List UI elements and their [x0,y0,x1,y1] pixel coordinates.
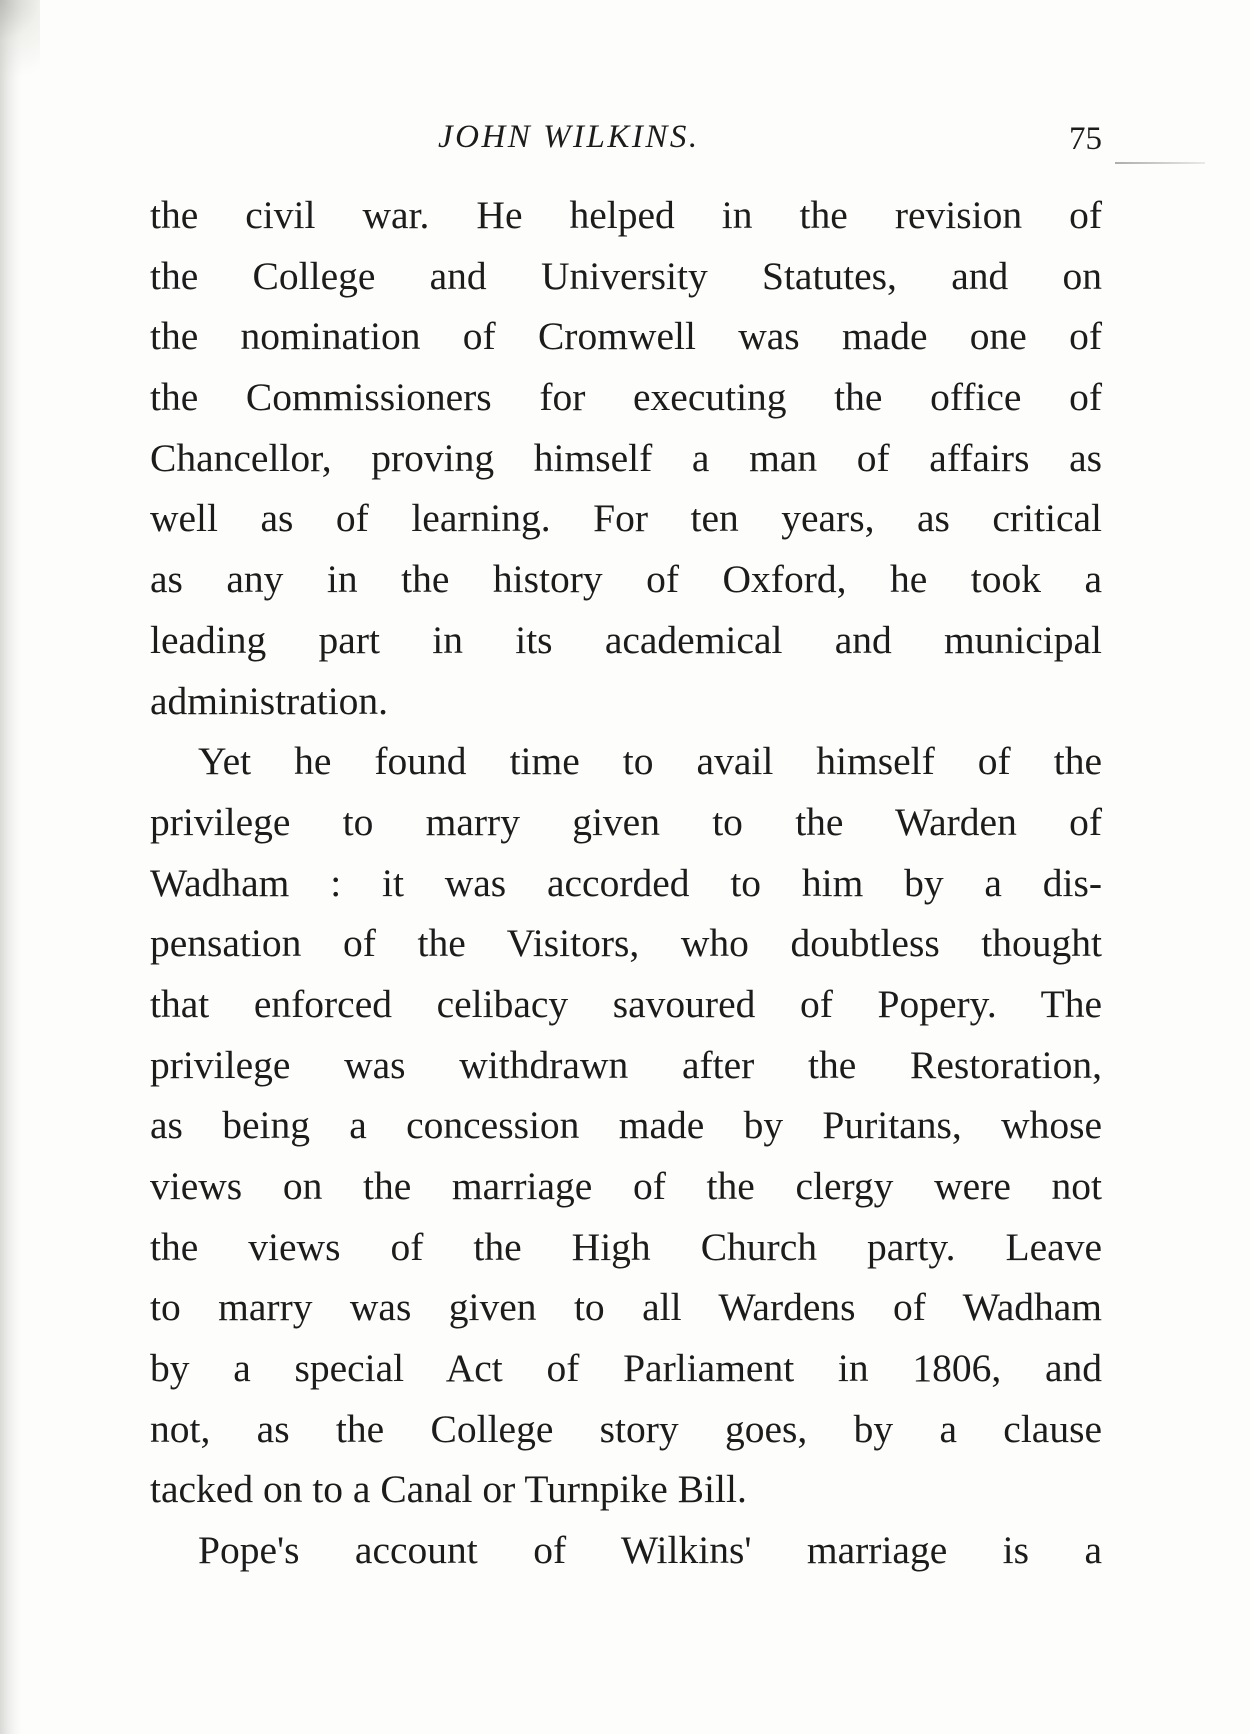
text-line: the College and University Statutes, and on [150,253,1102,298]
text-line: pensation of the Visitors, who doubtless thought [150,921,1102,966]
running-head: JOHN WILKINS. [438,119,700,155]
text-line: to marry was given to all Wardens of Wadham [150,1285,1102,1330]
page-header [150,112,1102,162]
text-line: the civil war. He helped in the revision of [150,193,1102,237]
text-line: Pope's account of Wilkins' marriage is a [198,1528,1102,1573]
text-line: privilege to marry given to the Warden of [150,799,1102,844]
text-line: tacked on to a Canal or Turnpike Bill. [150,1467,747,1512]
paragraph-3 [150,1520,1102,1581]
text-line: that enforced celibacy savoured of Popery. The [150,981,1102,1026]
text-line: the views of the High Church party. Leave [150,1224,1102,1269]
text-line: leading part in its academical and municipal [150,617,1102,662]
page-corner-speckle [0,0,40,90]
body-text [150,185,1102,1581]
text-line: Yet he found time to avail himself of the [198,739,1102,784]
text-line: the Commissioners for executing the office of [150,375,1102,420]
text-line: as any in the history of Oxford, he took a [150,557,1102,602]
text-line: administration. [150,678,389,723]
text-line: by a special Act of Parliament in 1806, and [150,1346,1102,1391]
paragraph-1 [150,185,1102,731]
text-line: views on the marriage of the clergy were not [150,1164,1102,1208]
text-line: privilege was withdrawn after the Restoration, [150,1042,1102,1087]
gutter-shadow [0,0,22,1734]
text-line: as being a concession made by Puritans, whose [150,1103,1102,1148]
text-line: not, as the College story goes, by a clause [150,1406,1102,1451]
text-line: Chancellor, proving himself a man of affairs as [150,435,1102,480]
page-number: 75 [1069,121,1102,157]
text-line: the nomination of Cromwell was made one of [150,314,1102,359]
paragraph-2 [150,731,1102,1520]
text-line: Wadham : it was accorded to him by a dis- [150,860,1102,905]
text-line: well as of learning. For ten years, as critical [150,496,1102,541]
margin-rule-mark [1115,162,1205,164]
